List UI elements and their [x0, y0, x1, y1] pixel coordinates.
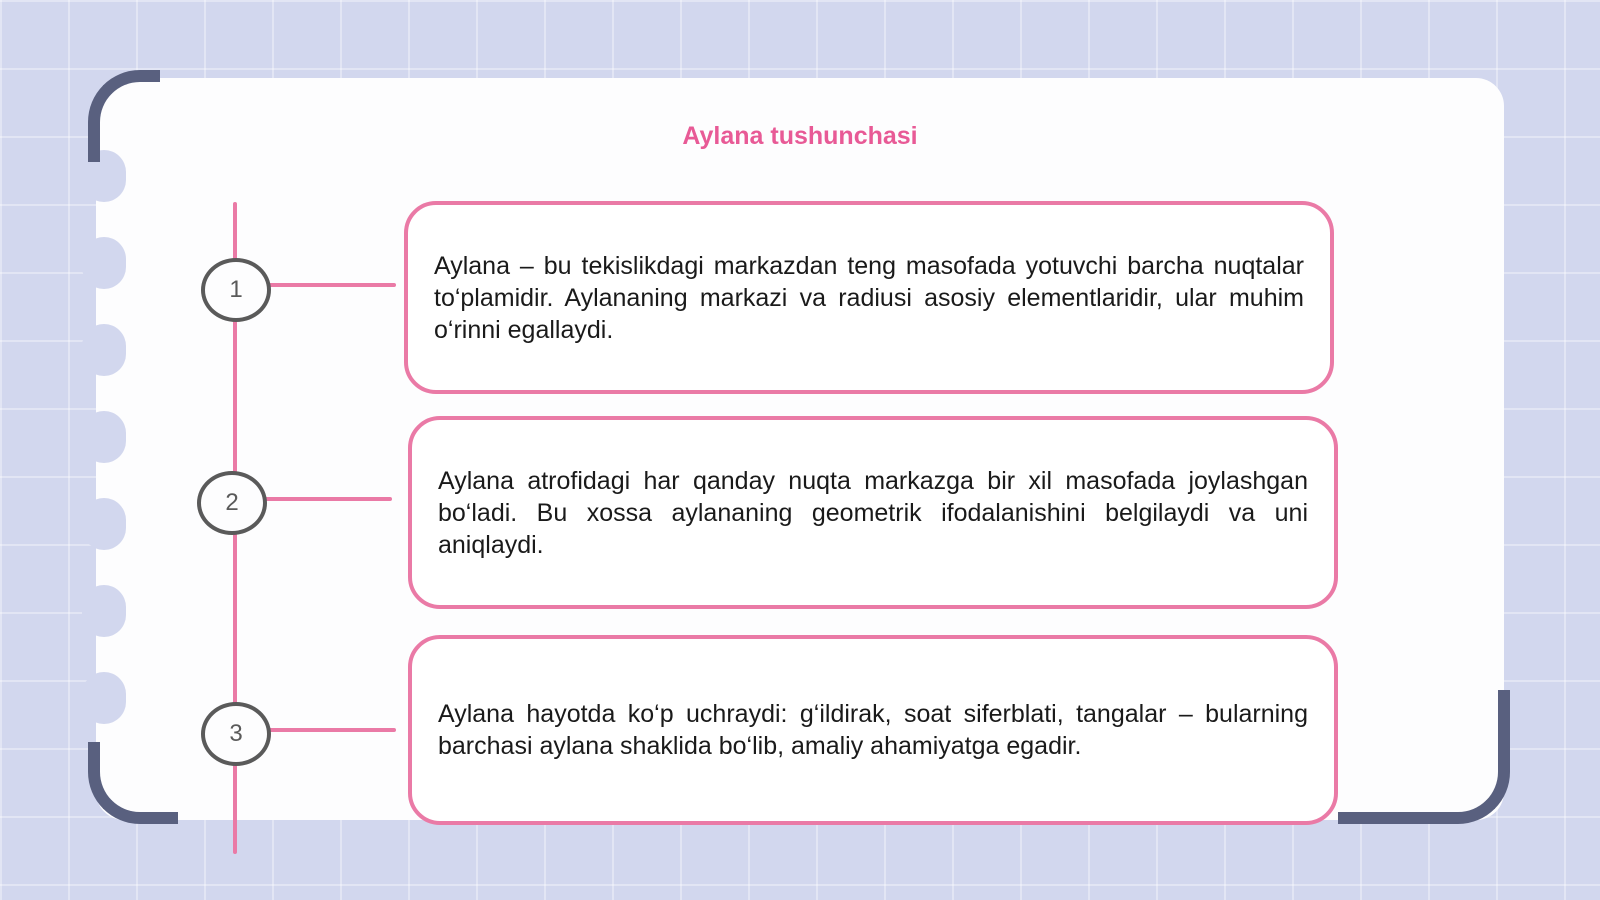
step-1-text: Aylana – bu tekislikdagi markazdan teng masofada yotuvchi barcha nuqtalar to‘plamidir. Aylananing markazi va radiusi asosiy elementlaridir, ular muhim o‘rinni egallaydi. [434, 251, 1304, 344]
step-3-card [408, 635, 1338, 825]
corner-bracket-bottom-right [1338, 690, 1510, 824]
step-1-card [404, 201, 1334, 394]
step-2-number: 2 [225, 489, 239, 516]
paper-notch [82, 237, 126, 289]
step-1-marker [201, 258, 271, 322]
step-3-connector [266, 728, 396, 732]
step-2-card [408, 416, 1338, 609]
paper-notch [82, 411, 126, 463]
paper-notch [82, 498, 126, 550]
step-3-text: Aylana hayotda ko‘p uchraydi: g‘ildirak, soat siferblati, tangalar – bularning barchasi aylana shaklida bo‘lib, amaliy ahamiyatga egadir. [438, 700, 1308, 760]
paper-notch [82, 324, 126, 376]
slide-title: Aylana tushunchasi [682, 122, 918, 150]
corner-bracket-bottom-left [88, 742, 178, 824]
step-1-connector [266, 283, 396, 287]
step-3-number: 3 [229, 720, 243, 747]
step-1-number: 1 [229, 276, 243, 303]
step-2-connector [262, 497, 392, 501]
step-2-text: Aylana atrofidagi har qanday nuqta markazga bir xil masofada joylashgan bo‘ladi. Bu xossa aylananing geometrik ifodalanishini belgilaydi va uni aniqlaydi. [438, 466, 1308, 559]
step-2-marker [197, 471, 267, 535]
step-3-marker [201, 702, 271, 766]
paper-notch [82, 672, 126, 724]
paper-notch [82, 585, 126, 637]
